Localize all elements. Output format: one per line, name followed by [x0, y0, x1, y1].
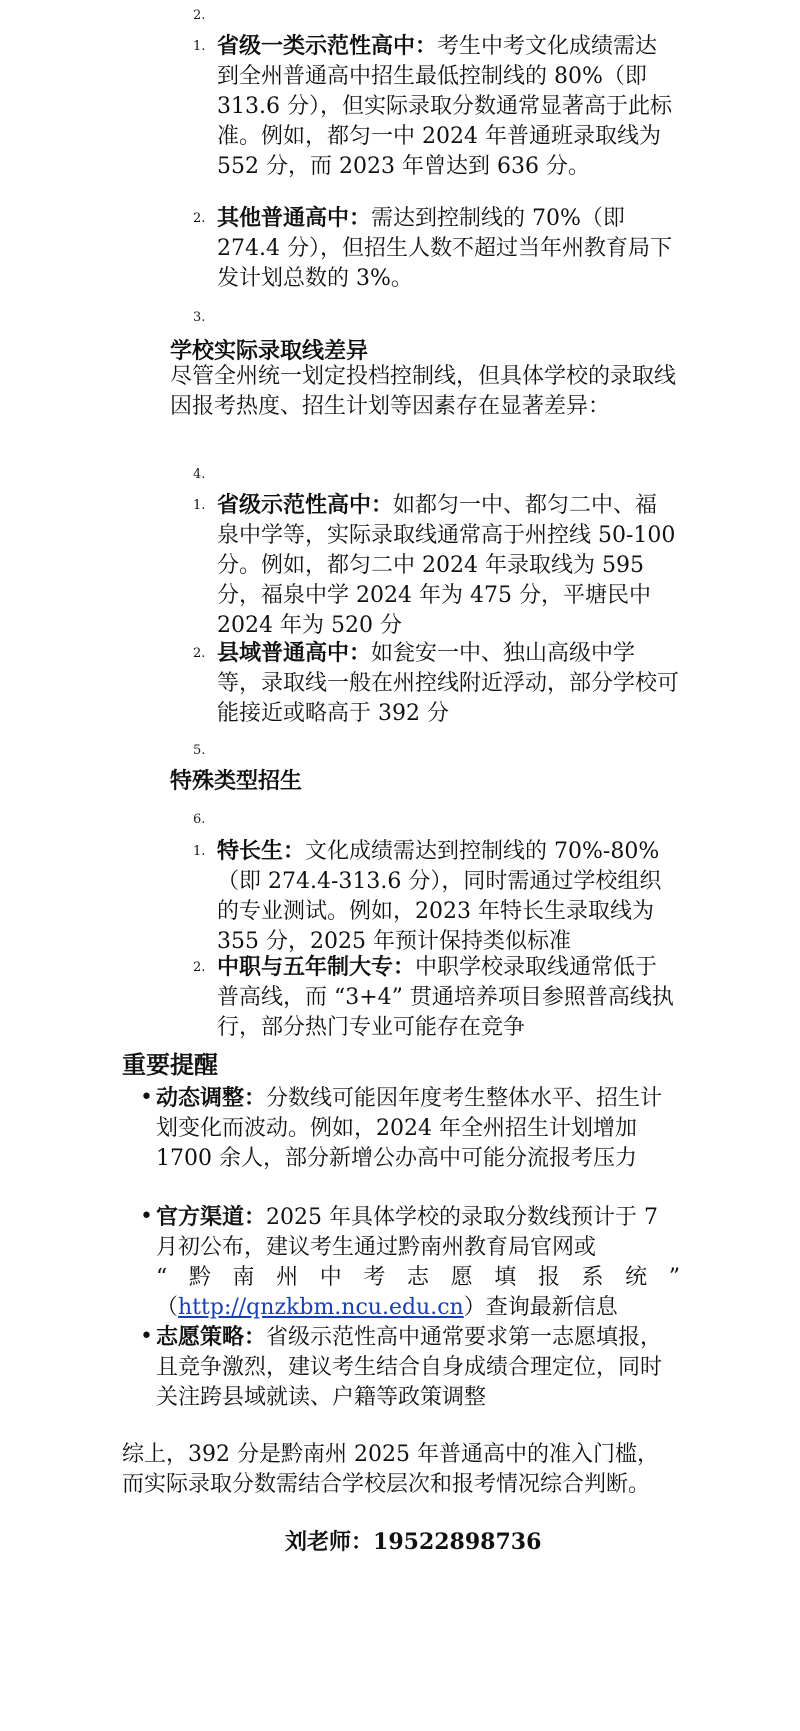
item-body: 如瓮安一中、独山高级中学等，录取线一般在州控线附近浮动，部分学校可能接近或略高于 392 分 — [217, 641, 680, 726]
bullet-dot: • — [140, 1085, 153, 1110]
list-number: 1. — [193, 39, 206, 54]
bullet-item — [140, 1083, 680, 1174]
list-number: 1. — [193, 844, 206, 859]
contact-line — [285, 1525, 541, 1556]
section-intro: 尽管全州统一划定投档控制线，但具体学校的录取线因报考热度、招生计划等因素存在显著差异： — [170, 364, 677, 419]
list-item — [193, 952, 679, 1043]
item-body: ）查询最新信息 — [463, 1295, 618, 1320]
list-item — [193, 203, 679, 294]
reminder-title: 重要提醒 — [122, 1050, 218, 1079]
item-lead: 官方渠道： — [156, 1204, 267, 1230]
section-heading: 特殊类型招生 — [170, 768, 303, 794]
list-marker: 4. — [193, 467, 206, 482]
item-body: （ — [156, 1295, 179, 1320]
item-body: 中职学校录取线通常低于普高线，而 “3+4” 贯通培养项目参照普高线执行，部分热门专业可能存在竞争 — [217, 955, 674, 1040]
list-number: 2. — [193, 960, 206, 975]
list-number: 2. — [193, 211, 206, 226]
list-marker: 3. — [193, 310, 206, 325]
item-lead: 省级示范性高中： — [217, 492, 394, 518]
item-body: 需达到控制线的 70%（即 274.4 分），但招生人数不超过当年州教育局下发计划总数的 3%。 — [217, 206, 672, 291]
item-body: 文化成绩需达到控制线的 70%-80%（即 274.4-313.6 分），同时需通过学校组织的专业测试。例如，2023 年特长生录取线为 355 分，2025 年预计保持类似标准 — [217, 839, 662, 954]
bullet-dot: • — [140, 1204, 153, 1229]
list-item — [193, 638, 680, 729]
item-lead: 特长生： — [217, 838, 306, 864]
contact-phone: 19522898736 — [373, 1529, 542, 1555]
list-number: 2. — [193, 646, 206, 661]
item-body-justified: “黔南州中考志愿填报系统” — [156, 1265, 680, 1290]
bullet-dot: • — [140, 1324, 153, 1349]
item-lead: 中职与五年制大专： — [217, 954, 416, 980]
list-item — [193, 31, 679, 182]
item-body: 省级示范性高中通常要求第一志愿填报，且竞争激烈，建议考生结合自身成绩合理定位，同时关注跨县域就读、户籍等政策调整 — [156, 1325, 663, 1410]
item-body: 分数线可能因年度考生整体水平、招生计划变化而波动。例如，2024 年全州招生计划增加 1700 余人，部分新增公办高中可能分流报考压力 — [156, 1086, 663, 1171]
item-body: 如都匀一中、都匀二中、福泉中学等，实际录取线通常高于州控线 50-100 分。例如，都匀二中 2024 年录取线为 595 分，福泉中学 2024 年为 475 分，平塘民中 2024 年为 520 分 — [217, 493, 676, 638]
list-marker: 6. — [193, 812, 206, 827]
conclusion-paragraph: 综上，392 分是黔南州 2025 年普通高中的准入门槛，而实际录取分数需结合学校层次和报考情况综合判断。 — [122, 1442, 659, 1497]
list-marker: 2. — [193, 8, 206, 23]
inquiry-link[interactable]: http://qnzkbm.ncu.edu.cn — [178, 1295, 464, 1320]
item-lead: 其他普通高中： — [217, 205, 372, 231]
item-body: 考生中考文化成绩需达到全州普通高中招生最低控制线的 80%（即 313.6 分），但实际录取分数通常显著高于此标准。例如，都匀一中 2024 年普通班录取线为 552 分，而 2023 年曾达到 636 分。 — [217, 34, 672, 179]
contact-label: 刘老师： — [285, 1529, 374, 1555]
item-lead: 省级一类示范性高中： — [217, 33, 438, 59]
list-item — [193, 836, 679, 957]
list-number: 1. — [193, 498, 206, 513]
item-lead: 志愿策略： — [156, 1324, 267, 1350]
section-heading: 学校实际录取线差异 — [170, 338, 369, 364]
item-lead: 县域普通高中： — [217, 640, 372, 666]
item-body: 2025 年具体学校的录取分数线预计于 7 月初公布，建议考生通过黔南州教育局官网或 — [156, 1205, 658, 1260]
item-lead: 动态调整： — [156, 1085, 267, 1111]
list-item — [193, 490, 679, 641]
bullet-item — [140, 1202, 680, 1323]
list-marker: 5. — [193, 743, 206, 758]
bullet-item — [140, 1322, 680, 1413]
